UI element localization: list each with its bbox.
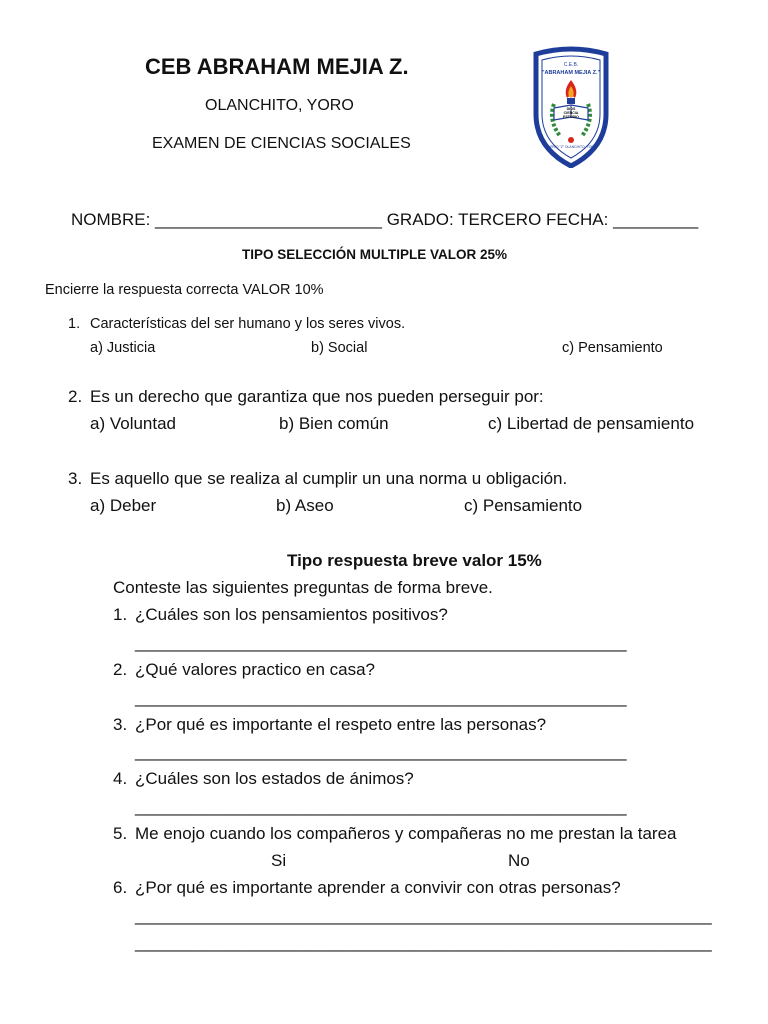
- sq5-number: 5.: [113, 824, 128, 843]
- svg-text:BARRIO "Z" OLANCHITO, YORO: BARRIO "Z" OLANCHITO, YORO: [545, 145, 597, 149]
- sq2-text: ¿Qué valores practico en casa?: [135, 660, 376, 679]
- sq4-text: ¿Cuáles son los estados de ánimos?: [135, 769, 414, 788]
- q2-number: 2.: [68, 387, 83, 406]
- sq6-answer-line-2[interactable]: _____________________________________________________________: [135, 933, 712, 952]
- sq4-answer-line[interactable]: ____________________________________________________: [135, 797, 627, 816]
- section1-title: TIPO SELECCIÓN MULTIPLE VALOR 25%: [242, 247, 508, 262]
- sq2-answer-line[interactable]: ____________________________________________________: [135, 688, 627, 707]
- sq1-answer-line[interactable]: ____________________________________________________: [135, 633, 627, 652]
- sq4-number: 4.: [113, 769, 128, 788]
- svg-text:"ABRAHAM MEJIA Z.": "ABRAHAM MEJIA Z.": [541, 70, 601, 76]
- svg-text:CIENCIA: CIENCIA: [563, 111, 579, 115]
- q3-option-b: b) Aseo: [276, 496, 334, 515]
- q2-text: Es un derecho que garantiza que nos pueden perseguir por:: [90, 387, 544, 406]
- school-location: OLANCHITO, YORO: [205, 97, 354, 114]
- sq5-option-yes[interactable]: Si: [271, 851, 287, 870]
- section2-instruction: Conteste las siguientes preguntas de forma breve.: [113, 578, 493, 597]
- sq2-number: 2.: [113, 660, 128, 679]
- q2-option-a: a) Voluntad: [90, 414, 177, 433]
- student-info-line: NOMBRE: ________________________ GRADO: TERCERO FECHA: _________: [71, 210, 699, 229]
- q2-option-c: c) Libertad de pensamiento: [488, 414, 695, 433]
- exam-title: EXAMEN DE CIENCIAS SOCIALES: [152, 135, 411, 152]
- sq6-answer-line-1[interactable]: _____________________________________________________________: [135, 906, 712, 925]
- sq5-text: Me enojo cuando los compañeros y compañeras no me prestan la tarea: [135, 824, 677, 843]
- sq1-number: 1.: [113, 605, 128, 624]
- q1-text: Características del ser humano y los seres vivos.: [90, 316, 406, 332]
- school-crest-logo: [530, 44, 612, 168]
- q3-option-a: a) Deber: [90, 496, 157, 515]
- svg-text:C.E.B.: C.E.B.: [563, 62, 579, 68]
- sq6-number: 6.: [113, 878, 128, 897]
- sq3-number: 3.: [113, 715, 128, 734]
- q1-option-c: c) Pensamiento: [562, 340, 663, 356]
- q3-option-c: c) Pensamiento: [464, 496, 583, 515]
- school-name: CEB ABRAHAM MEJIA Z.: [145, 54, 409, 79]
- sq3-answer-line[interactable]: ____________________________________________________: [135, 742, 627, 761]
- sq3-text: ¿Por qué es importante el respeto entre las personas?: [135, 715, 547, 734]
- section2-title: Tipo respuesta breve valor 15%: [287, 551, 542, 570]
- sq5-option-no[interactable]: No: [508, 851, 530, 870]
- q1-option-b: b) Social: [311, 340, 368, 356]
- q2-option-b: b) Bien común: [279, 414, 389, 433]
- q1-number: 1.: [68, 316, 81, 332]
- q3-number: 3.: [68, 469, 83, 488]
- q3-text: Es aquello que se realiza al cumplir un una norma u obligación.: [90, 469, 568, 488]
- sq1-text: ¿Cuáles son los pensamientos positivos?: [135, 605, 448, 624]
- section1-instruction: Encierre la respuesta correcta VALOR 10%: [45, 282, 324, 298]
- svg-text:ESTUDIO: ESTUDIO: [563, 115, 579, 119]
- sq6-text: ¿Por qué es importante aprender a convivir con otras personas?: [135, 878, 621, 897]
- q1-option-a: a) Justicia: [90, 340, 156, 356]
- svg-text:DIOS: DIOS: [566, 107, 576, 111]
